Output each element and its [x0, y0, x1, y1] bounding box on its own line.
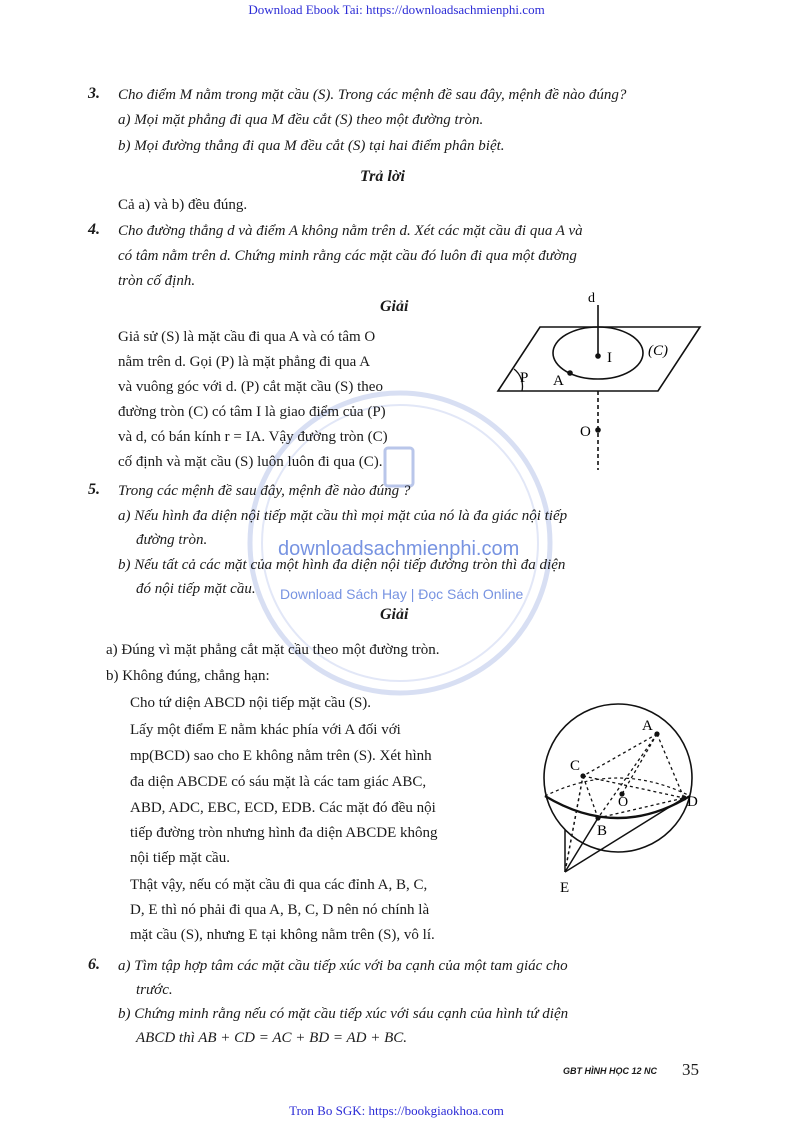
label-a: A — [553, 373, 564, 389]
q5-example-line: ABD, ADC, EBC, ECD, EDB. Các mặt đó đều nội — [130, 800, 436, 816]
q5-option-b: b) Nếu tất cả các mặt của một hình đa diện nội tiếp đường tròn thì đa diện — [118, 557, 566, 573]
label-d: d — [588, 291, 595, 306]
label-c: (C) — [648, 343, 668, 359]
point-b — [595, 815, 600, 820]
q3-option-b: b) Mọi đường thẳng đi qua M đều cắt (S) tại hai điểm phân biệt. — [118, 138, 505, 154]
point-a — [567, 370, 573, 376]
sphere — [544, 704, 692, 852]
point-c — [580, 773, 585, 778]
q5-option-b: đó nội tiếp mặt cầu. — [136, 581, 256, 597]
q5-example-line: Cho tứ diện ABCD nội tiếp mặt cầu (S). — [130, 695, 372, 711]
q5-example-line: Lấy một điểm E nằm khác phía với A đối với — [130, 722, 401, 738]
q3-number: 3. — [88, 85, 100, 102]
watermark-site: downloadsachmienphi.com — [278, 538, 520, 560]
label-d: D — [687, 794, 698, 810]
q6-option-a: trước. — [136, 982, 173, 998]
q4-figure — [490, 285, 710, 470]
q4-solution-line: và d, có bán kính r = IA. Vậy đường tròn (C) — [118, 429, 388, 445]
q4-solution-line: và vuông góc với d. (P) cắt mặt cầu (S) theo — [118, 379, 383, 395]
q5-number: 5. — [88, 481, 100, 498]
q5-answer-b: b) Không đúng, chẳng hạn: — [106, 668, 270, 684]
q5-question: Trong các mệnh đề sau đây, mệnh đề nào đúng ? — [118, 483, 411, 499]
label-p: P — [520, 370, 529, 386]
point-i — [595, 353, 601, 359]
watermark-tagline: Download Sách Hay | Đọc Sách Online — [280, 586, 524, 602]
page-number: 35 — [682, 1060, 699, 1079]
q6-option-b: b) Chứng minh rằng nếu có mặt cầu tiếp xúc với sáu cạnh của hình tứ diện — [118, 1006, 569, 1022]
footer-book: GBT HÌNH HỌC 12 NC — [563, 1066, 658, 1076]
q3-answer: Cả a) và b) đều đúng. — [118, 197, 248, 213]
q5-example-line: mp(BCD) sao cho E không nằm trên (S). Xét hình — [130, 748, 432, 764]
q5-heading: Giải — [380, 606, 409, 623]
q3-option-a: a) Mọi mặt phẳng đi qua M đều cắt (S) theo một đường tròn. — [118, 112, 484, 128]
q6-option-a: a) Tìm tập hợp tâm các mặt cầu tiếp xúc với ba cạnh của một tam giác cho — [118, 958, 568, 974]
q5-example-line: tiếp đường tròn nhưng hình đa diện ABCDE không — [130, 825, 438, 841]
q4-line: tròn cố định. — [118, 273, 196, 289]
q5-option-a: a) Nếu hình đa diện nội tiếp mặt cầu thì mọi mặt của nó là đa giác nội tiếp — [118, 508, 568, 524]
q4-line: có tâm nằm trên d. Chứng minh rằng các mặt cầu đó luôn đi qua một đường — [118, 248, 577, 264]
q3-question: Cho điểm M nằm trong mặt cầu (S). Trong các mệnh đề sau đây, mệnh đề nào đúng? — [118, 87, 627, 103]
q4-solution-line: đường tròn (C) có tâm I là giao điểm của (P) — [118, 404, 386, 420]
q5-answer-a: a) Đúng vì mặt phẳng cắt mặt cầu theo một đường tròn. — [106, 642, 440, 658]
q6-option-b: ABCD thì AB + CD = AC + BD = AD + BC. — [136, 1030, 408, 1046]
label-i: I — [607, 350, 612, 366]
q5-conclusion-line: Thật vậy, nếu có mặt cầu đi qua các đỉnh A, B, C, — [130, 877, 428, 893]
q5-example-line: nội tiếp mặt cầu. — [130, 850, 230, 866]
q6-number: 6. — [88, 956, 100, 973]
q5-conclusion-line: D, E thì nó phải đi qua A, B, C, D nên nó chính là — [130, 902, 430, 918]
label-b: B — [597, 823, 608, 839]
point-d — [681, 795, 686, 800]
q4-solution-line: Giả sử (S) là mặt cầu đi qua A và có tâm O — [118, 329, 376, 345]
q5-conclusion-line: mặt cầu (S), nhưng E tại không nằm trên (S), vô lí. — [130, 927, 435, 943]
q5-option-a: đường tròn. — [136, 532, 208, 548]
label-o: O — [580, 424, 591, 440]
q4-line: Cho đường thẳng d và điểm A không nằm trên d. Xét các mặt cầu đi qua A và — [118, 223, 583, 239]
label-e: E — [560, 880, 570, 896]
label-a: A — [642, 718, 653, 734]
q4-solution-line: cố định và mặt cầu (S) luôn luôn đi qua (C). — [118, 454, 383, 470]
q4-number: 4. — [88, 221, 100, 238]
q3-heading: Trả lời — [360, 168, 405, 185]
q4-heading: Giải — [380, 298, 409, 315]
point-a — [654, 731, 659, 736]
q5-figure — [540, 690, 715, 900]
label-c: C — [570, 758, 581, 774]
q5-example-line: đa diện ABCDE có sáu mặt là các tam giác ABC, — [130, 774, 427, 790]
label-o: O — [618, 795, 629, 810]
header-download-link[interactable]: Download Ebook Tai: https://downloadsachmienphi.com — [248, 2, 545, 17]
footer-link[interactable]: Tron Bo SGK: https://bookgiaokhoa.com — [289, 1103, 504, 1118]
q4-solution-line: nằm trên d. Gọi (P) là mặt phẳng đi qua A — [118, 354, 371, 370]
point-o — [595, 427, 601, 433]
